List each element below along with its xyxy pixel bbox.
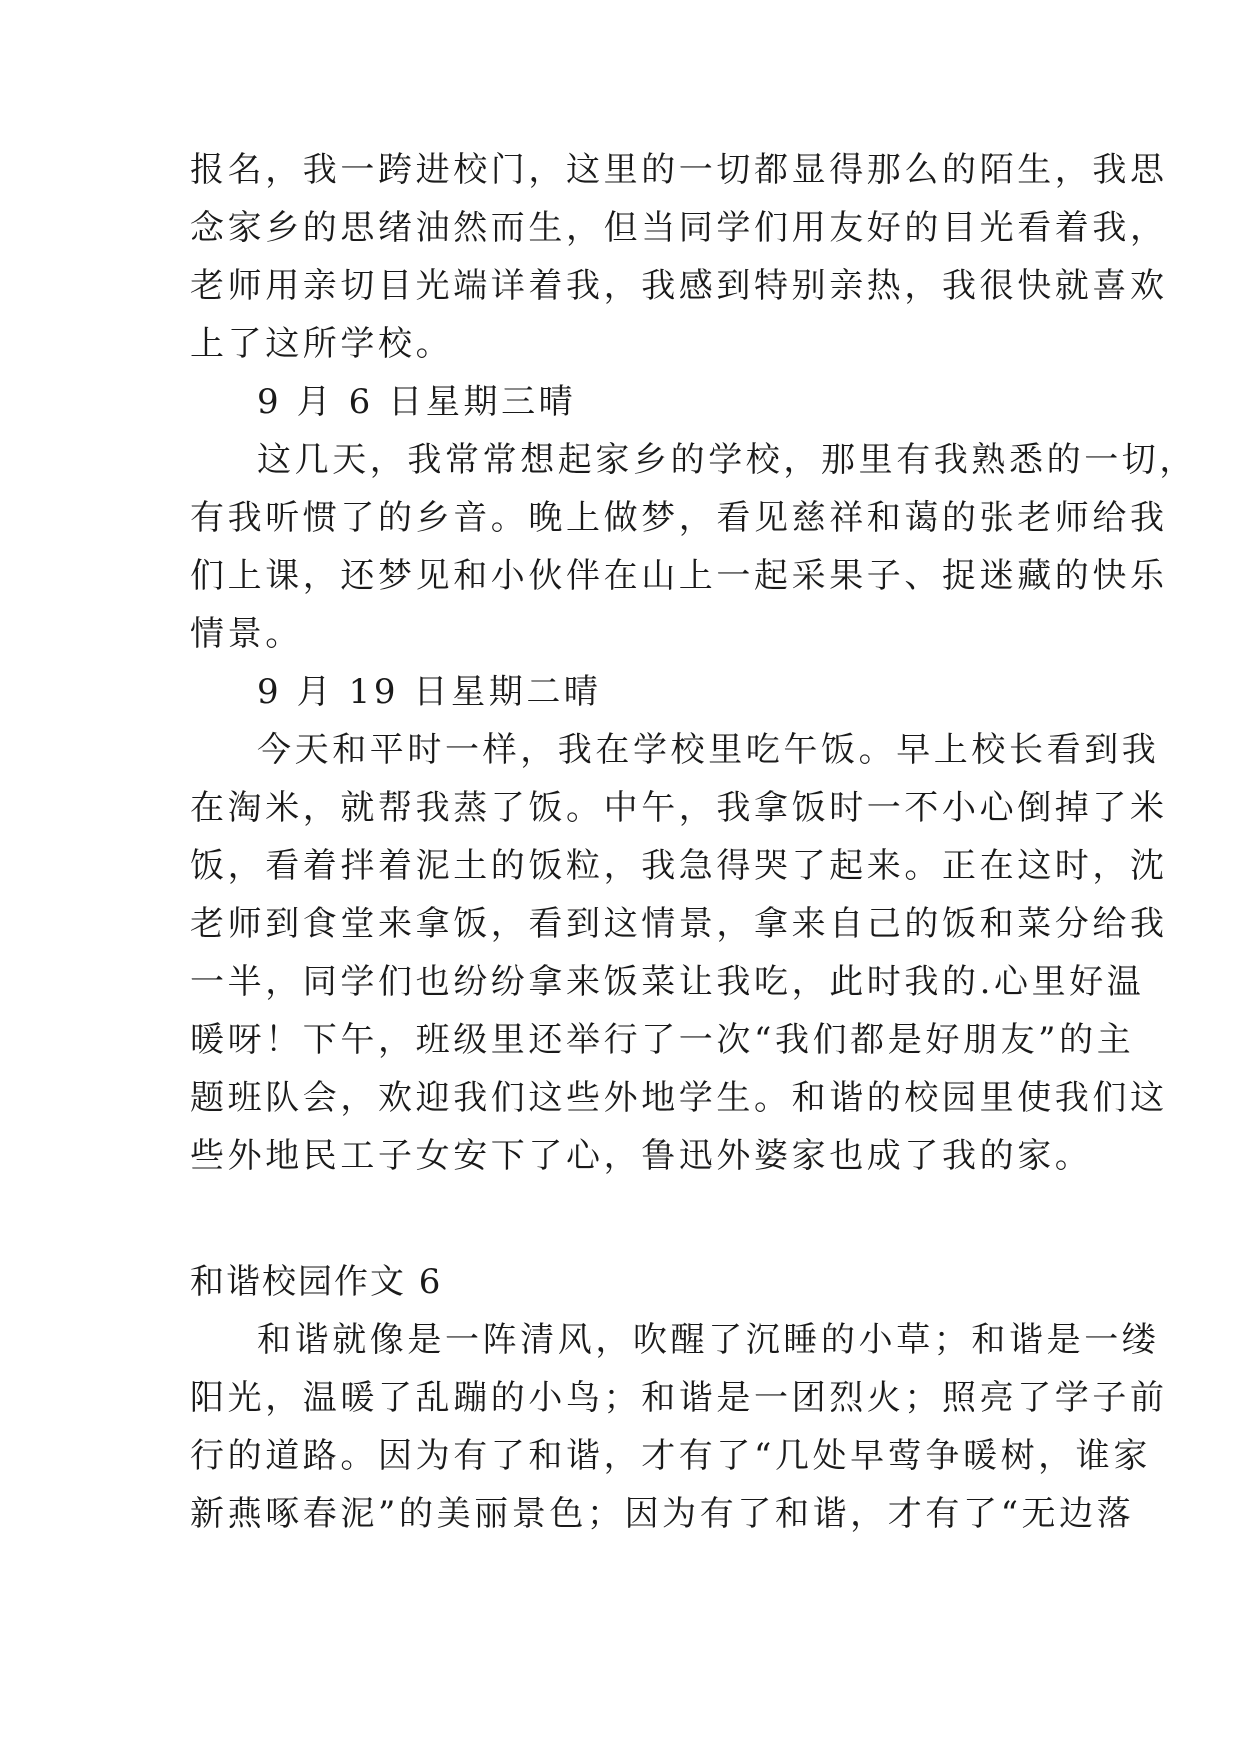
diary-entry-date: 9 月 19 日星期二晴	[257, 672, 602, 712]
diary-entry-date: 9 月 6 日星期三晴	[257, 382, 577, 422]
paragraph-line: 今天和平时一样，我在学校里吃午饭。早上校长看到我	[257, 730, 1160, 770]
paragraph-line: 老师到食堂来拿饭，看到这情景，拿来自己的饭和菜分给我	[190, 904, 1168, 944]
paragraph-line: 上了这所学校。	[190, 324, 454, 364]
paragraph-line: 这几天，我常常想起家乡的学校，那里有我熟悉的一切，	[257, 440, 1197, 480]
paragraph-line: 情景。	[190, 614, 303, 654]
paragraph-line: 有我听惯了的乡音。晚上做梦，看见慈祥和蔼的张老师给我	[190, 498, 1168, 538]
paragraph-line: 新燕啄春泥”的美丽景色；因为有了和谐，才有了“无边落	[190, 1494, 1135, 1534]
paragraph-line: 题班队会，欢迎我们这些外地学生。和谐的校园里使我们这	[190, 1078, 1168, 1118]
paragraph-line: 些外地民工子女安下了心，鲁迅外婆家也成了我的家。	[190, 1136, 1093, 1176]
paragraph-line: 饭，看着拌着泥土的饭粒，我急得哭了起来。正在这时，沈	[190, 846, 1168, 886]
paragraph-line: 和谐就像是一阵清风，吹醒了沉睡的小草；和谐是一缕	[257, 1320, 1160, 1360]
paragraph-line: 阳光，温暖了乱蹦的小鸟；和谐是一团烈火；照亮了学子前	[190, 1378, 1168, 1418]
paragraph-line: 暖呀！下午，班级里还举行了一次“我们都是好朋友”的主	[190, 1020, 1135, 1060]
paragraph-line: 一半，同学们也纷纷拿来饭菜让我吃，此时我的.心里好温	[190, 962, 1145, 1002]
paragraph-line: 们上课，还梦见和小伙伴在山上一起采果子、捉迷藏的快乐	[190, 556, 1168, 596]
paragraph-line: 在淘米，就帮我蒸了饭。中午，我拿饭时一不小心倒掉了米	[190, 788, 1168, 828]
paragraph-line: 行的道路。因为有了和谐，才有了“几处早莺争暖树，谁家	[190, 1436, 1151, 1476]
paragraph-line: 老师用亲切目光端详着我，我感到特别亲热，我很快就喜欢	[190, 266, 1168, 306]
paragraph-line: 念家乡的思绪油然而生，但当同学们用友好的目光看着我，	[190, 208, 1168, 248]
paragraph-line: 报名，我一跨进校门，这里的一切都显得那么的陌生，我思	[190, 150, 1168, 190]
section-title: 和谐校园作文 6	[190, 1262, 443, 1302]
